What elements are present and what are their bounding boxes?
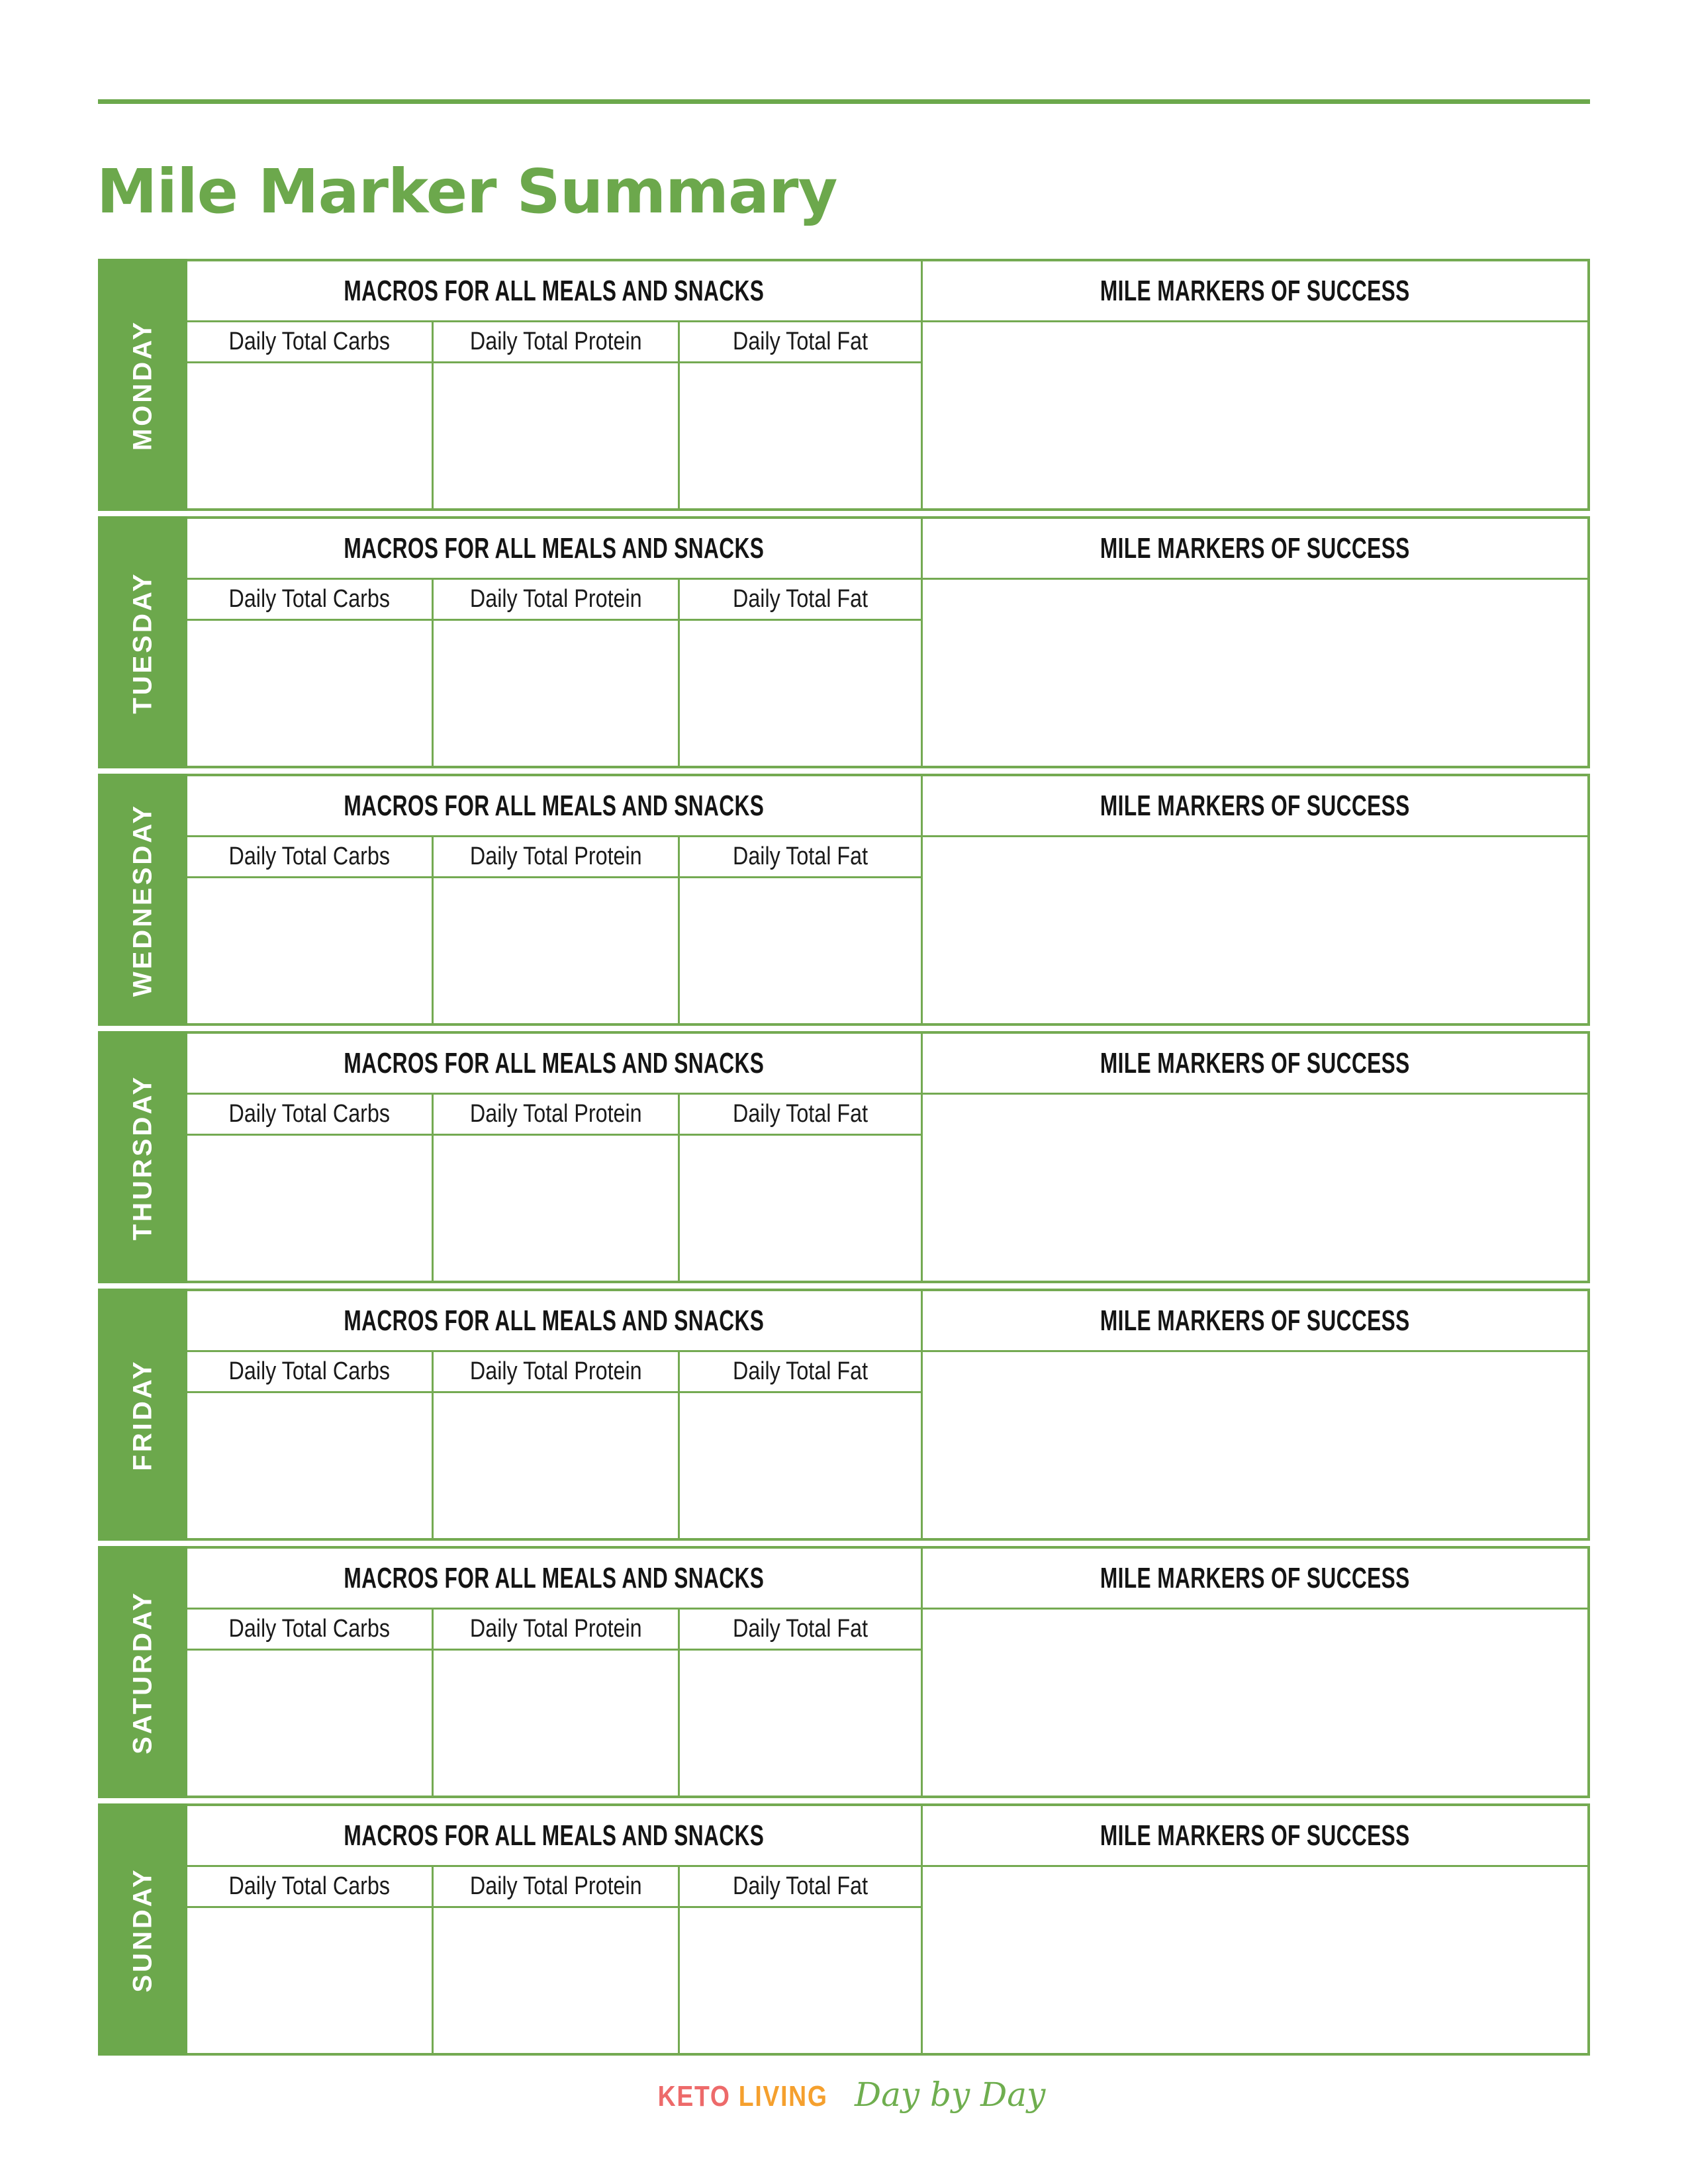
keto-wordmark: KETO <box>657 2080 731 2113</box>
day-blocks <box>98 259 1590 2061</box>
day-table <box>187 1803 1590 2056</box>
protein-entry-cell <box>434 1393 680 1538</box>
macros-section-header <box>187 1034 923 1095</box>
carbs-entry-cell <box>187 621 434 766</box>
fat-entry-cell <box>680 1136 923 1281</box>
macros-section-header <box>187 1291 923 1352</box>
mile-markers-header <box>923 519 1587 580</box>
day-table <box>187 1031 1590 1283</box>
mile-markers-header-label: MILE MARKERS OF SUCCESS <box>1100 274 1410 307</box>
mile-markers-entry-cell <box>923 837 1587 1023</box>
day-label: FRIDAY <box>128 1358 157 1471</box>
column-header-daily-total-fat: Daily Total Fat <box>680 580 923 621</box>
day-sidebar <box>98 1803 187 2056</box>
column-header-daily-total-fat: Daily Total Fat <box>680 1610 923 1651</box>
day-table <box>187 1546 1590 1798</box>
mile-markers-header-label: MILE MARKERS OF SUCCESS <box>1100 789 1410 822</box>
day-sidebar <box>98 516 187 768</box>
day-label: MONDAY <box>128 319 157 451</box>
page-title: Mile Marker Summary <box>97 156 837 227</box>
column-header-daily-total-carbs: Daily Total Carbs <box>187 580 434 621</box>
mile-markers-header-label: MILE MARKERS OF SUCCESS <box>1100 1304 1410 1337</box>
mile-markers-entry-cell <box>923 580 1587 766</box>
day-table <box>187 1289 1590 1541</box>
macros-section-header-label: MACROS FOR ALL MEALS AND SNACKS <box>344 1304 765 1337</box>
day-sidebar <box>98 1289 187 1541</box>
day-block <box>98 1289 1590 1541</box>
day-table <box>187 774 1590 1026</box>
macros-section-header <box>187 261 923 322</box>
column-header-daily-total-carbs: Daily Total Carbs <box>187 322 434 363</box>
mile-markers-header-label: MILE MARKERS OF SUCCESS <box>1100 1819 1410 1852</box>
column-header-daily-total-protein: Daily Total Protein <box>434 1610 680 1651</box>
day-block <box>98 1803 1590 2056</box>
mile-markers-header <box>923 1291 1587 1352</box>
column-header-daily-total-protein: Daily Total Protein <box>434 580 680 621</box>
column-header-daily-total-fat: Daily Total Fat <box>680 1352 923 1393</box>
macros-section-header-label: MACROS FOR ALL MEALS AND SNACKS <box>344 1819 765 1852</box>
mile-markers-header <box>923 1034 1587 1095</box>
day-sidebar <box>98 1031 187 1283</box>
column-header-daily-total-carbs: Daily Total Carbs <box>187 1610 434 1651</box>
macros-section-header-label: MACROS FOR ALL MEALS AND SNACKS <box>344 1561 765 1594</box>
fat-entry-cell <box>680 878 923 1023</box>
mile-markers-header <box>923 1806 1587 1867</box>
day-sidebar <box>98 774 187 1026</box>
column-header-daily-total-carbs: Daily Total Carbs <box>187 1095 434 1136</box>
macros-section-header <box>187 776 923 837</box>
column-header-daily-total-fat: Daily Total Fat <box>680 1867 923 1908</box>
day-block <box>98 1031 1590 1283</box>
protein-entry-cell <box>434 1136 680 1281</box>
carbs-entry-cell <box>187 1393 434 1538</box>
column-header-daily-total-carbs: Daily Total Carbs <box>187 1867 434 1908</box>
protein-entry-cell <box>434 878 680 1023</box>
column-header-daily-total-protein: Daily Total Protein <box>434 1352 680 1393</box>
mile-markers-header-label: MILE MARKERS OF SUCCESS <box>1100 531 1410 565</box>
column-header-daily-total-carbs: Daily Total Carbs <box>187 1352 434 1393</box>
carbs-entry-cell <box>187 878 434 1023</box>
mile-markers-entry-cell <box>923 1095 1587 1281</box>
mile-markers-header <box>923 261 1587 322</box>
brand-tagline-script: Day by Day <box>855 2075 1046 2114</box>
day-block <box>98 516 1590 768</box>
day-label: THURSDAY <box>128 1074 157 1240</box>
carbs-entry-cell <box>187 1651 434 1796</box>
mile-markers-entry-cell <box>923 322 1587 508</box>
mile-markers-entry-cell <box>923 1352 1587 1538</box>
protein-entry-cell <box>434 363 680 508</box>
macros-section-header <box>187 1549 923 1610</box>
column-header-daily-total-carbs: Daily Total Carbs <box>187 837 434 878</box>
column-header-daily-total-fat: Daily Total Fat <box>680 1095 923 1136</box>
day-table <box>187 259 1590 511</box>
day-block <box>98 259 1590 511</box>
mile-markers-entry-cell <box>923 1867 1587 2053</box>
column-header-daily-total-protein: Daily Total Protein <box>434 322 680 363</box>
day-label: WEDNESDAY <box>128 803 157 997</box>
mile-markers-header <box>923 1549 1587 1610</box>
fat-entry-cell <box>680 1393 923 1538</box>
column-header-daily-total-protein: Daily Total Protein <box>434 1095 680 1136</box>
protein-entry-cell <box>434 1651 680 1796</box>
brand-wordmark <box>657 2080 827 2113</box>
day-block <box>98 1546 1590 1798</box>
column-header-daily-total-protein: Daily Total Protein <box>434 837 680 878</box>
macros-section-header-label: MACROS FOR ALL MEALS AND SNACKS <box>344 1046 765 1079</box>
protein-entry-cell <box>434 1908 680 2053</box>
living-wordmark: LIVING <box>738 2080 828 2113</box>
macros-section-header <box>187 519 923 580</box>
mile-markers-header <box>923 776 1587 837</box>
brand-footer <box>0 2075 1688 2118</box>
fat-entry-cell <box>680 1908 923 2053</box>
day-label: SUNDAY <box>128 1866 157 1993</box>
macros-section-header <box>187 1806 923 1867</box>
column-header-daily-total-protein: Daily Total Protein <box>434 1867 680 1908</box>
macros-section-header-label: MACROS FOR ALL MEALS AND SNACKS <box>344 274 765 307</box>
mile-markers-header-label: MILE MARKERS OF SUCCESS <box>1100 1561 1410 1594</box>
mile-markers-header-label: MILE MARKERS OF SUCCESS <box>1100 1046 1410 1079</box>
day-sidebar <box>98 1546 187 1798</box>
mile-markers-entry-cell <box>923 1610 1587 1796</box>
carbs-entry-cell <box>187 1908 434 2053</box>
macros-section-header-label: MACROS FOR ALL MEALS AND SNACKS <box>344 531 765 565</box>
column-header-daily-total-fat: Daily Total Fat <box>680 837 923 878</box>
fat-entry-cell <box>680 1651 923 1796</box>
column-header-daily-total-fat: Daily Total Fat <box>680 322 923 363</box>
carbs-entry-cell <box>187 1136 434 1281</box>
title-divider-rule <box>98 99 1590 104</box>
day-label: SATURDAY <box>128 1590 157 1754</box>
day-label: TUESDAY <box>128 570 157 714</box>
macros-section-header-label: MACROS FOR ALL MEALS AND SNACKS <box>344 789 765 822</box>
day-table <box>187 516 1590 768</box>
carbs-entry-cell <box>187 363 434 508</box>
fat-entry-cell <box>680 621 923 766</box>
protein-entry-cell <box>434 621 680 766</box>
day-sidebar <box>98 259 187 511</box>
day-block <box>98 774 1590 1026</box>
fat-entry-cell <box>680 363 923 508</box>
